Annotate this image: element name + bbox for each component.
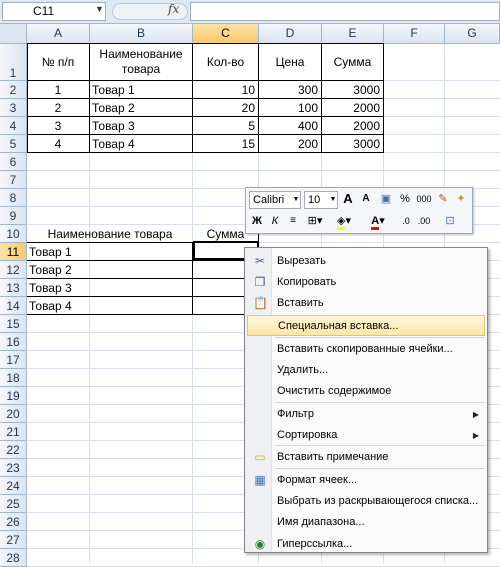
row-header-6[interactable]: 6 <box>0 153 27 171</box>
table1-cell[interactable]: 15 <box>193 135 259 153</box>
format-cells-icon: ▦ <box>254 473 266 487</box>
menu-separator <box>275 402 485 403</box>
insert-function-icon[interactable]: fx <box>168 2 180 16</box>
select-all-corner[interactable] <box>0 24 27 44</box>
table1-cell[interactable]: 2 <box>27 99 90 117</box>
row-header-24[interactable]: 24 <box>0 477 27 495</box>
table1-cell[interactable]: 3 <box>27 117 90 135</box>
menu-item-5[interactable] <box>247 339 485 360</box>
table1-cell[interactable]: Товар 4 <box>90 135 193 153</box>
note-icon: ▭ <box>254 450 266 464</box>
chevron-down-icon[interactable]: ▼ <box>292 196 300 203</box>
formula-bar <box>0 0 500 24</box>
table1-header-cell[interactable]: Сумма <box>322 44 384 81</box>
clear-icon[interactable]: ✎ <box>438 193 448 205</box>
menu-separator <box>275 337 485 338</box>
table1-cell[interactable]: 2000 <box>322 117 384 135</box>
menu-item-10[interactable] <box>247 447 485 468</box>
table2-header-cell[interactable]: Сумма <box>193 225 259 243</box>
percent-button[interactable]: % <box>400 193 410 205</box>
name-box[interactable]: C11 <box>2 2 106 21</box>
row-header-10[interactable]: 10 <box>0 225 27 243</box>
column-header-e[interactable]: E <box>322 24 384 44</box>
context-menu <box>244 247 488 553</box>
table1-cell[interactable]: 1 <box>27 81 90 99</box>
menu-item-label: Вставить скопированные ячейки... <box>277 343 453 355</box>
table1-header-cell[interactable]: Наименование товара <box>90 44 193 81</box>
row-header-15[interactable]: 15 <box>0 315 27 333</box>
table1-cell[interactable]: 3000 <box>322 135 384 153</box>
row-header-20[interactable]: 20 <box>0 405 27 423</box>
menu-item-14[interactable] <box>247 534 485 555</box>
italic-button[interactable]: К <box>271 215 279 227</box>
borders-icon[interactable]: ⊞▾ <box>307 215 323 227</box>
column-header-f[interactable]: F <box>384 24 445 44</box>
table1-cell[interactable]: 400 <box>259 117 322 135</box>
table2-cell[interactable]: Товар 2 <box>27 261 193 279</box>
menu-item-label: Очистить содержимое <box>277 385 392 397</box>
menu-item-4[interactable] <box>247 315 485 336</box>
table2-cell[interactable]: Товар 1 <box>27 243 193 261</box>
menu-item-label: Вставить примечание <box>277 451 389 463</box>
copy-icon: ❐ <box>254 275 266 289</box>
menu-item-label: Вырезать <box>277 255 326 267</box>
menu-item-13[interactable] <box>247 512 485 533</box>
table1-cell[interactable]: Товар 2 <box>90 99 193 117</box>
menu-item-label: Специальная вставка... <box>278 320 399 332</box>
table1-cell[interactable]: 100 <box>259 99 322 117</box>
row-header-16[interactable]: 16 <box>0 333 27 351</box>
table2-cell[interactable]: Товар 3 <box>27 279 193 297</box>
row-header-17[interactable]: 17 <box>0 351 27 369</box>
formula-input[interactable] <box>190 2 500 21</box>
increase-decimal-icon[interactable]: .0 <box>402 216 410 226</box>
menu-separator <box>275 468 485 469</box>
row-header-4[interactable]: 4 <box>0 117 27 135</box>
mini-toolbar <box>245 187 473 234</box>
row-header-1[interactable]: 1 <box>0 44 27 81</box>
gridline <box>27 170 500 171</box>
column-header-c[interactable]: C <box>193 24 259 44</box>
table1-cell[interactable]: 300 <box>259 81 322 99</box>
menu-item-label: Имя диапазона... <box>277 516 365 528</box>
table1-cell[interactable]: 2000 <box>322 99 384 117</box>
menu-item-12[interactable] <box>247 491 485 512</box>
table1-header-cell[interactable]: Цена <box>259 44 322 81</box>
table1-cell[interactable]: 4 <box>27 135 90 153</box>
decrease-decimal-icon[interactable]: .00 <box>417 216 431 226</box>
hyperlink-icon: ◉ <box>254 537 266 551</box>
table1-cell[interactable]: Товар 1 <box>90 81 193 99</box>
row-header-23[interactable]: 23 <box>0 459 27 477</box>
row-header-8[interactable]: 8 <box>0 189 27 207</box>
row-header-2[interactable]: 2 <box>0 81 27 99</box>
menu-item-6[interactable] <box>247 360 485 381</box>
row-header-9[interactable]: 9 <box>0 207 27 225</box>
menu-item-11[interactable] <box>247 470 485 491</box>
row-header-28[interactable]: 28 <box>0 549 27 567</box>
shrink-font-button[interactable]: A <box>362 193 370 204</box>
table1-cell[interactable]: 10 <box>193 81 259 99</box>
column-header-b[interactable]: B <box>90 24 193 44</box>
row-header-21[interactable]: 21 <box>0 423 27 441</box>
submenu-arrow-icon: ▶ <box>472 431 479 440</box>
grow-font-button[interactable]: A <box>343 191 353 206</box>
align-center-icon[interactable]: ≡ <box>290 215 296 226</box>
menu-item-2[interactable] <box>247 272 485 293</box>
row-header-14[interactable]: 14 <box>0 297 27 315</box>
menu-item-label: Гиперссылка... <box>277 538 353 550</box>
format-painter-icon[interactable]: ▣ <box>380 193 392 205</box>
merge-cells-icon[interactable]: ⊡ <box>445 215 455 227</box>
scissors-icon: ✂ <box>254 254 266 268</box>
table2-header-cell[interactable]: Наименование товара <box>27 225 193 243</box>
row-header-27[interactable]: 27 <box>0 531 27 549</box>
menu-item-1[interactable] <box>247 251 485 272</box>
chevron-down-icon[interactable]: ▼ <box>329 196 337 203</box>
chevron-down-icon[interactable]: ▼ <box>95 4 104 14</box>
row-header-13[interactable]: 13 <box>0 279 27 297</box>
column-header-a[interactable]: A <box>27 24 90 44</box>
bold-button[interactable]: Ж <box>252 215 262 227</box>
menu-item-label: Копировать <box>277 276 337 288</box>
table1-cell[interactable]: Товар 3 <box>90 117 193 135</box>
menu-item-label: Выбрать из раскрывающегося списка... <box>277 495 479 507</box>
submenu-arrow-icon: ▶ <box>472 410 479 419</box>
table1-cell[interactable]: 20 <box>193 99 259 117</box>
menu-item-7[interactable] <box>247 381 485 402</box>
row-header-5[interactable]: 5 <box>0 135 27 153</box>
cell-styles-icon[interactable]: ✦ <box>456 193 466 205</box>
menu-item-label: Фильтр <box>277 408 314 420</box>
row-header-25[interactable]: 25 <box>0 495 27 513</box>
row-header-18[interactable]: 18 <box>0 369 27 387</box>
menu-item-label: Формат ячеек... <box>277 474 358 486</box>
thousands-button[interactable]: 000 <box>416 194 432 204</box>
font-color-button[interactable]: A▾ <box>364 213 392 231</box>
column-header-d[interactable]: D <box>259 24 322 44</box>
column-header-g[interactable]: G <box>445 24 500 44</box>
row-header-11[interactable]: 11 <box>0 243 27 261</box>
menu-item-label: Удалить... <box>277 364 329 376</box>
font-name-dropdown[interactable]: Calibri <box>249 191 301 209</box>
menu-item-label: Сортировка <box>277 429 338 441</box>
menu-item-3[interactable] <box>247 293 485 314</box>
font-size-dropdown[interactable]: 10 <box>304 191 338 209</box>
row-header-22[interactable]: 22 <box>0 441 27 459</box>
row-header-7[interactable]: 7 <box>0 171 27 189</box>
table1-header-cell[interactable]: № п/п <box>27 44 90 81</box>
table1-header-cell[interactable]: Кол-во <box>193 44 259 81</box>
row-header-3[interactable]: 3 <box>0 99 27 117</box>
table1-cell[interactable]: 5 <box>193 117 259 135</box>
table1-cell[interactable]: 200 <box>259 135 322 153</box>
table1-cell[interactable]: 3000 <box>322 81 384 99</box>
paste-icon: 📋 <box>253 296 268 310</box>
row-header-19[interactable]: 19 <box>0 387 27 405</box>
menu-item-8[interactable] <box>247 404 485 425</box>
row-header-12[interactable]: 12 <box>0 261 27 279</box>
table2-cell[interactable]: Товар 4 <box>27 297 193 315</box>
menu-item-9[interactable] <box>247 425 485 446</box>
fill-color-icon[interactable]: ◈▾ <box>330 213 358 231</box>
menu-item-label: Вставить <box>277 297 324 309</box>
row-header-26[interactable]: 26 <box>0 513 27 531</box>
